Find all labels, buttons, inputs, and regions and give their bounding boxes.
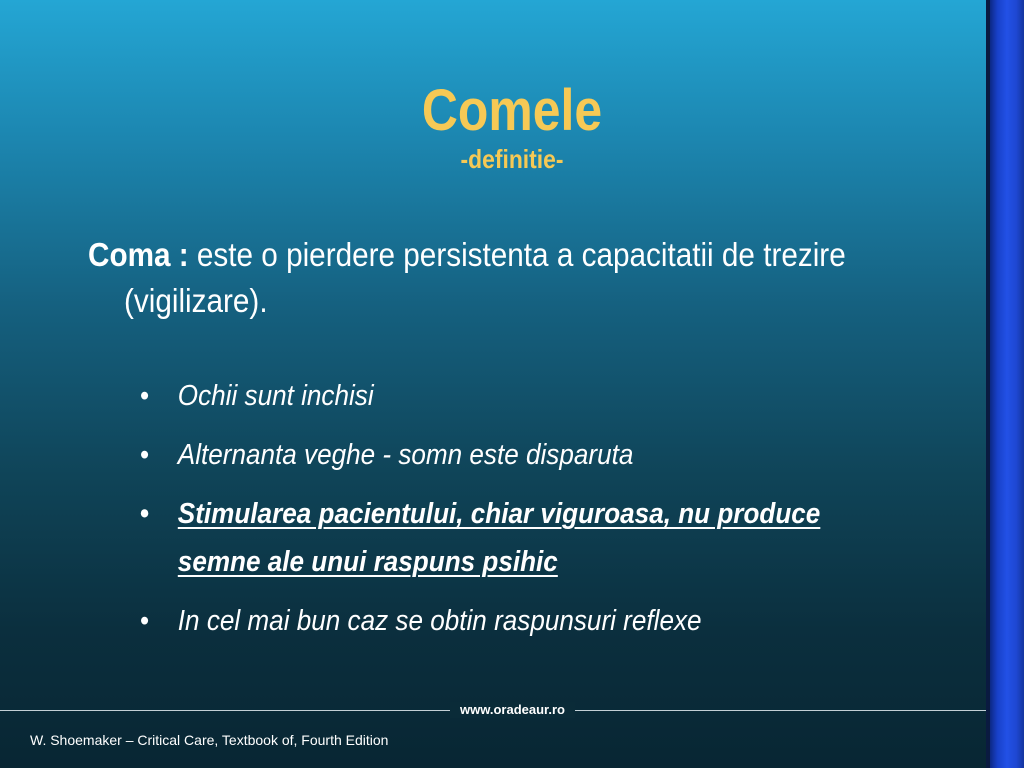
slide-title: Comele xyxy=(421,78,603,143)
bullet-text: Alternanta veghe - somn este disparuta xyxy=(177,439,634,471)
definition-text-line2: (vigilizare). xyxy=(124,282,268,319)
slide-subtitle: -definitie- xyxy=(460,144,564,174)
bullet-text: Ochii sunt inchisi xyxy=(177,380,374,412)
footer-url: www.oradeaur.ro xyxy=(450,702,575,718)
footer-credit: W. Shoemaker – Critical Care, Textbook of, Fourth Edition xyxy=(30,732,389,748)
bullet-icon: • xyxy=(140,605,150,637)
bullet-text: Stimularea pacientului, chiar viguroasa, nu produce semne ale unui raspuns psihic xyxy=(177,498,821,578)
bullet-item xyxy=(140,372,860,420)
bullet-list xyxy=(140,372,860,656)
definition-text-line1: este o pierdere persistenta a capacitatii de trezire xyxy=(188,236,846,273)
bullet-text: In cel mai bun caz se obtin raspunsuri reflexe xyxy=(177,605,702,637)
bullet-icon: • xyxy=(140,498,150,530)
bullet-item xyxy=(140,597,860,645)
bullet-icon: • xyxy=(140,439,150,471)
definition-paragraph xyxy=(88,232,880,324)
bullet-item xyxy=(140,431,860,479)
bullet-item-emphasized xyxy=(140,490,860,586)
definition-term: Coma : xyxy=(88,236,189,273)
title-block xyxy=(0,78,1024,174)
bullet-icon: • xyxy=(140,380,150,412)
